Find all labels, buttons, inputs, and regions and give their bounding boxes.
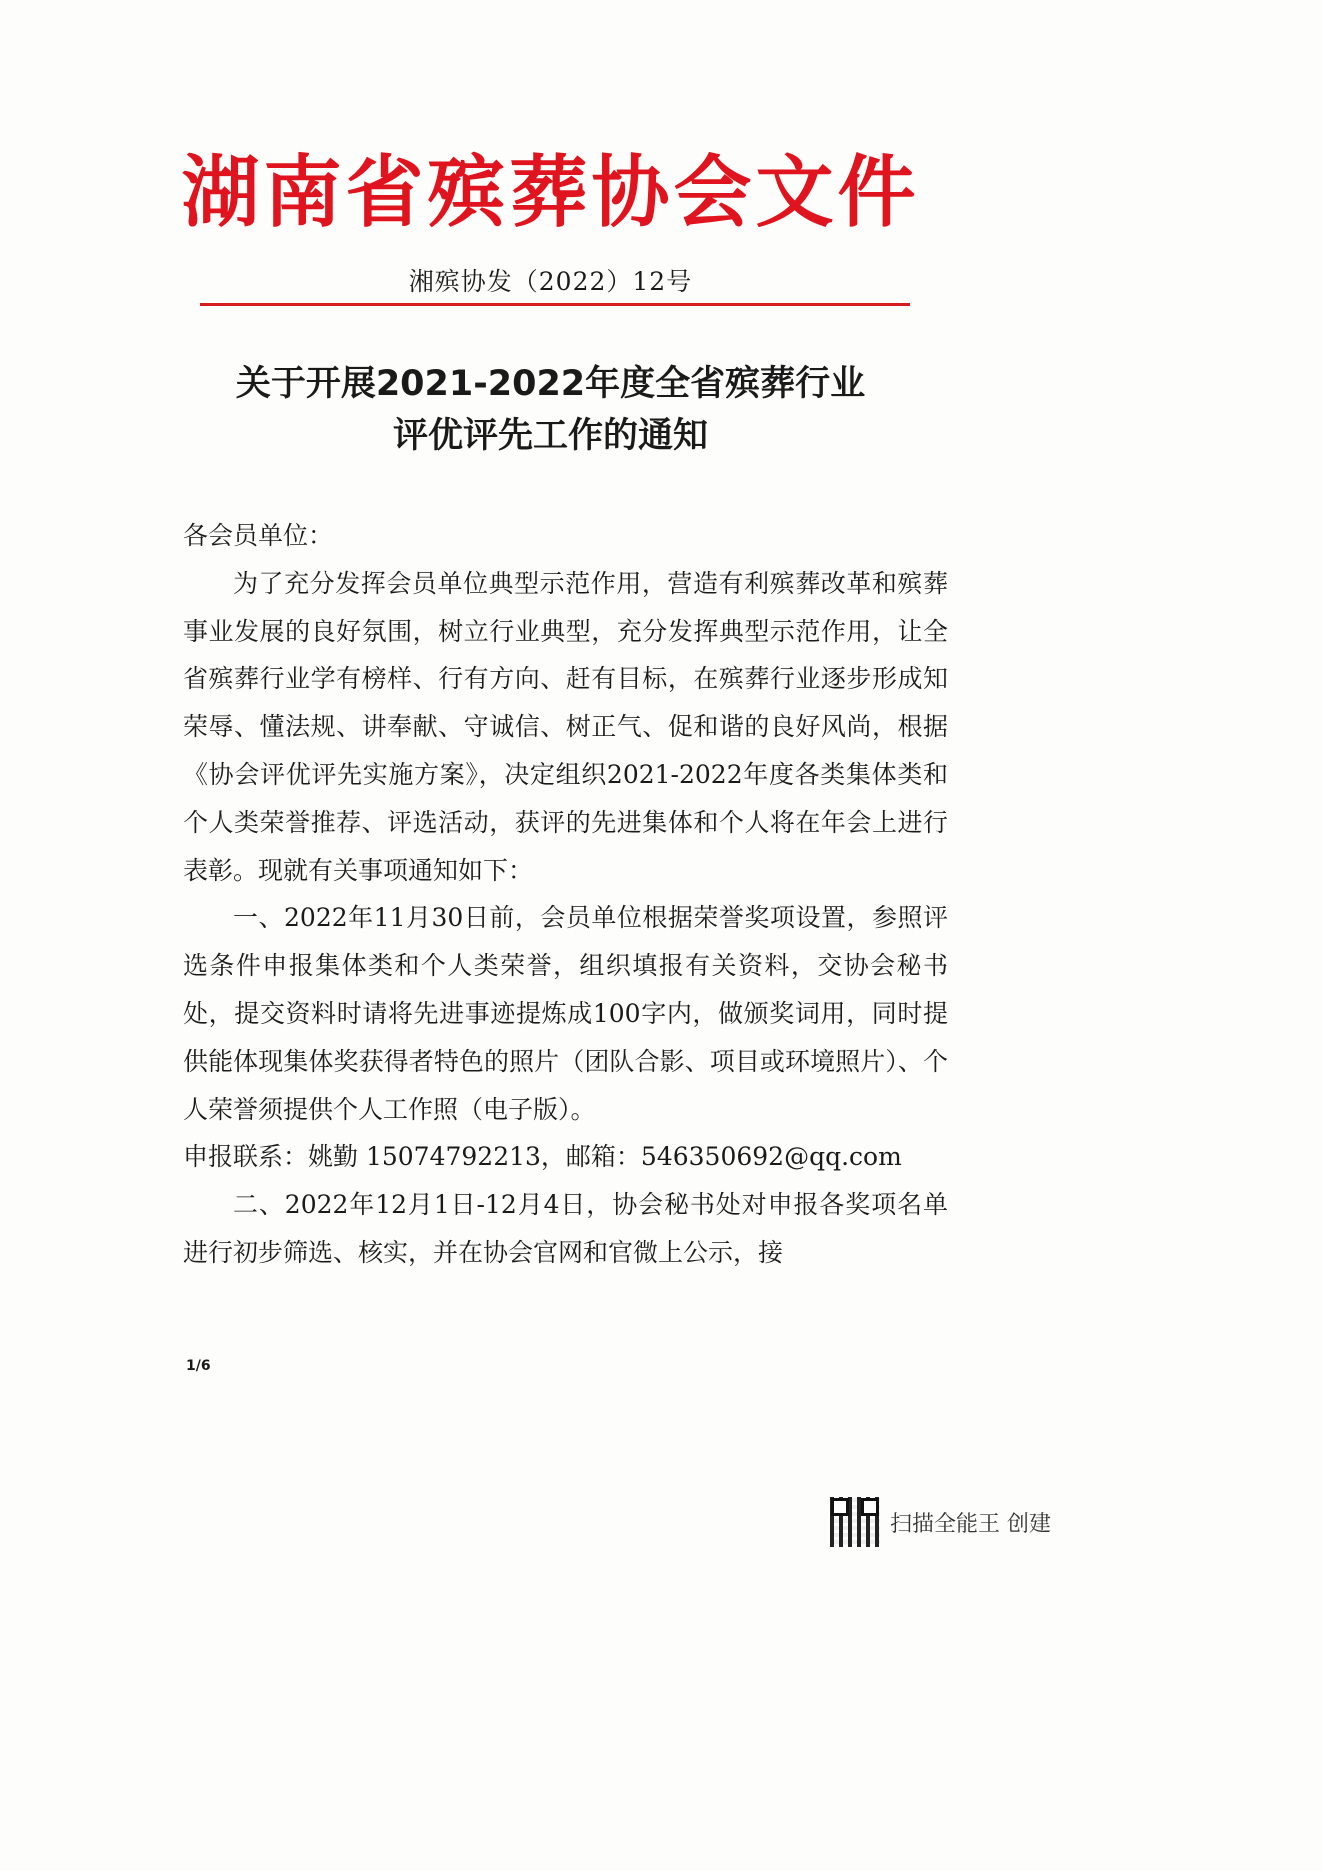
org-document-title: 湖南省殡葬协会文件 bbox=[181, 148, 920, 238]
notice-body bbox=[183, 512, 948, 1277]
qr-code-icon bbox=[830, 1497, 880, 1547]
red-divider-rule bbox=[200, 303, 910, 306]
contact-line: 申报联系：姚勤 15074792213，邮箱：546350692@qq.com bbox=[183, 1142, 902, 1172]
salutation: 各会员单位： bbox=[183, 521, 334, 550]
notice-title-line-2: 评优评先工作的通知 bbox=[392, 416, 708, 456]
page-number: 1/6 bbox=[186, 1358, 211, 1374]
notice-title-line-1: 关于开展2021-2022年度全省殡葬行业 bbox=[235, 364, 866, 404]
document-number: 湘殡协发（2022）12号 bbox=[408, 267, 693, 296]
paragraph-intro: 为了充分发挥会员单位典型示范作用，营造有利殡葬改革和殡葬事业发展的良好氛围，树立行业典型，充分发挥典型示范作用，让全省殡葬行业学有榜样、行有方向、赶有目标，在殡葬行业逐步形成知荣辱、懂法规、讲奉献、守诚信、树正气、促和谐的良好风尚，根据《协会评优评先实施方案》，决定组织2021-2022年度各类集体类和个人类荣誉推荐、评选活动，获评的先进集体和个人将在年会上进行表彰。现就有关事项通知如下： bbox=[183, 568, 948, 885]
paragraph-item-2: 二、2022年12月1日-12月4日，协会秘书处对申报各奖项名单进行初步筛选、核实，并在协会官网和官微上公示，接 bbox=[183, 1190, 948, 1267]
scanner-watermark bbox=[830, 1497, 1051, 1547]
watermark-text: 扫描全能王 创建 bbox=[890, 1511, 1051, 1537]
paragraph-item-1: 一、2022年11月30日前，会员单位根据荣誉奖项设置，参照评选条件申报集体类和个人类荣誉，组织填报有关资料，交协会秘书处，提交资料时请将先进事迹提炼成100字内，做颁奖词用，同时提供能体现集体奖获得者特色的照片（团队合影、项目或环境照片）、个人荣誉须提供个人工作照（电子版）。 bbox=[183, 903, 948, 1124]
